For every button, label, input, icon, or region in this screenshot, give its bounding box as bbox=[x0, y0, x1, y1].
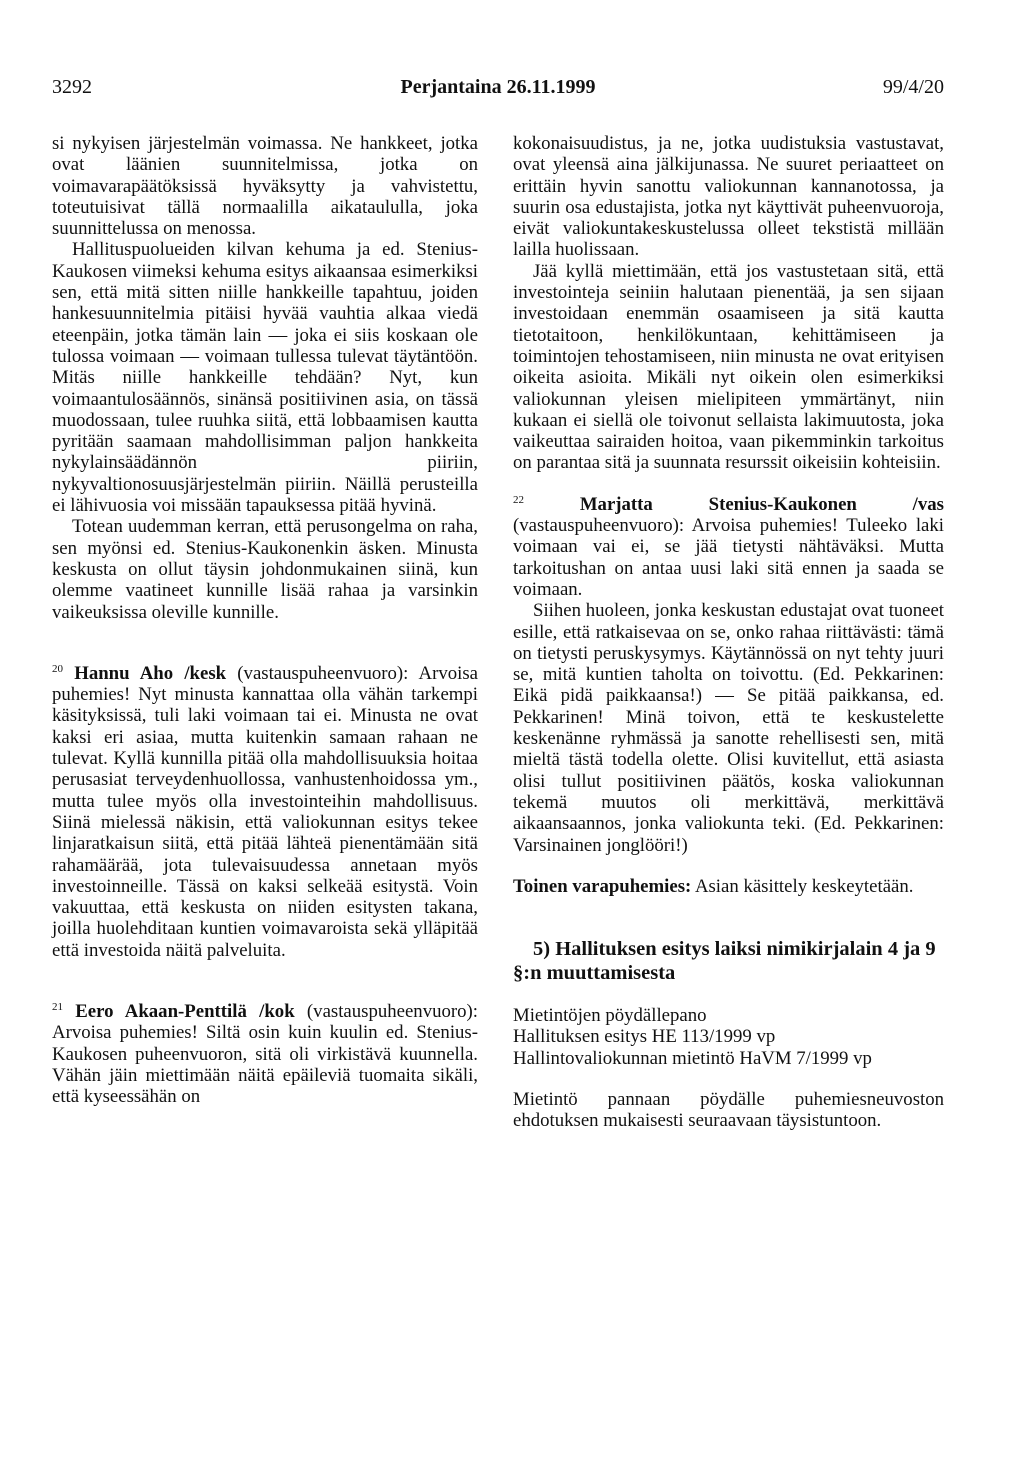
page-header bbox=[52, 74, 944, 100]
speech-text: (vastauspuheenvuoro): Arvoisa puhemies! Siltä osin kuin kuulin ed. Stenius-Kaukosen puheenvuoron, sitä oli virkistävä kuunnella. Vähän jäin miettimään näitä epäileviä tuomaita sikäli, että kyseessähän on bbox=[52, 1000, 478, 1108]
right-column bbox=[513, 133, 944, 1132]
speech-number: 22 bbox=[513, 493, 524, 506]
paragraph: Mietintö pannaan pöydälle puhemiesneuvoston ehdotuksen mukaisesti seuraavaan täysistuntoon. bbox=[513, 1088, 944, 1132]
speech-20 bbox=[52, 663, 478, 961]
paragraph: Siihen huoleen, jonka keskustan edustajat ovat tuoneet esille, että ratkaisevaa on se, onko rahaa riittävästi: tämä on tietysti peruskysymys. Käytännössä on nyt tehty juuri se, mitä kuntien taholta on toivottu. (Ed. Pekkarinen: Eikä pidä paikkaansa!) — Se pitää paikkansa, ed. Pekkarinen! Minä toivon, että te keskustelette keskenänne ryhmässä ja sanotte rehellisesti sen, mitä mieltä tästä todella olette. Olisi kuvitellut, että asiasta olisi tullut positiivinen päätös, koska valiokunnan tekemä muutos oli merkittävä, merkittävä aikaansaannos, jonka valiokunta teki. (Ed. Pekkarinen: Varsinainen jonglööri!) bbox=[513, 600, 944, 856]
speech-number: 20 bbox=[52, 662, 63, 675]
paragraph: Hallituspuolueiden kilvan kehuma ja ed. Stenius-Kaukosen viimeksi kehuma esitys aikaansaa esimerkiksi sen, että mitä sitten niille hankkeille tapahtuu, joiden hankesuunnitelmia pitäisi hyvää vauhtia alkaa viedä eteenpäin, jotka tämän lain — joka ei siis koskaan ole tulossa voimaan — voimaan tullessa tulevat täytäntöön. Mitäs niille hankkeille tehdään? Nyt, kun voimaantulosäännös, sinänsä positiivinen asia, on tässä muodossaan, tulee ruuhka siitä, että lobbaamisen kautta pyritään saamaan mahdollisimman paljon hankkeita nykylainsäädännön piiriin, nykyvaltionosuusjärjestelmän piiriin. Näillä perusteilla ei lähivuosia voi missään tapauksessa pitää hyvinä. bbox=[52, 239, 478, 517]
document-line: Mietintöjen pöydällepano bbox=[513, 1005, 707, 1027]
document-line: Hallituksen esitys HE 113/1999 vp bbox=[513, 1026, 776, 1048]
session-reference: 99/4/20 bbox=[882, 76, 944, 98]
speech-21 bbox=[52, 1001, 478, 1107]
section-heading: 5) Hallituksen esitys laiksi nimikirjalain 4 ja 9 §:n muuttamisesta bbox=[513, 938, 936, 985]
document-line: Hallintovaliokunnan mietintö HaVM 7/1999 vp bbox=[513, 1047, 872, 1069]
paragraph: Totean uudemman kerran, että perusongelma on raha, sen myönsi ed. Stenius-Kaukonenkin äsken. Minusta keskusta on ollut täysin johdonmukainen siinä, kun olemme vaatineet kunnille lisää rahaa ja varsinkin vaikeuksissa oleville kunnille. bbox=[52, 516, 478, 623]
paragraph: kokonaisuudistus, ja ne, jotka uudistuksia vastustavat, ovat yleensä aina jälkijunassa. Ne suuret periaatteet on erittäin hyvin sanottu valiokunnan kannanotossa, ja suurin osa edustajista, jotka nyt käyttivät puheenvuoroja, eivät valiokuntakeskustelussa olleet tekstistä millään lailla huolissaan. bbox=[513, 133, 944, 261]
speech-text: (vastauspuheenvuoro): Arvoisa puhemies! Nyt minusta kannattaa olla vähän tarkempi käsityksissä, tuli laki voimaan tai ei. Minusta ne ovat kaksi eri asiaa, mutta kuitenkin samaan rahaan ne tulevat. Kyllä kunnilla pitää olla mahdollisuuksia hoitaa perusasiat terveydenhuollossa, vanhustenhoidossa ym., mutta tulee myös olla investointeihin mahdollisuus. Siinä mielessä näkisin, että valiokunnan esitys tekee linjaratkaisun siitä, että pitää lähteä pienentämään sitä rahamäärää, jota tulevaisuudessa annetaan myös investoinneille. Tässä on kaksi selkeää esitystä. Voin vakuuttaa, että keskusta on niiden esitysten takana, joilla huolehditaan kuntien voimavaroista sekä ylläpitää että investoida näitä palveluita. bbox=[52, 662, 479, 961]
speaker-name: Marjatta Stenius-Kaukonen /vas bbox=[579, 493, 944, 515]
page-number: 3292 bbox=[52, 76, 92, 98]
chair-text: Asian käsittely keskeytetään. bbox=[691, 875, 914, 897]
speaker-name: Eero Akaan-Penttilä /kok bbox=[75, 1000, 295, 1022]
chair-statement bbox=[513, 876, 944, 897]
session-date: Perjantaina 26.11.1999 bbox=[400, 76, 596, 98]
speech-22 bbox=[513, 494, 944, 600]
chair-label: Toinen varapuhemies: bbox=[513, 875, 692, 897]
paragraph: si nykyisen järjestelmän voimassa. Ne hankkeet, jotka ovat läänien suunnitelmissa, jotka on voimavarapäätöksissä hyväksytty ja vahvistettu, toteutuisivat tällä normaalilla aikataululla, joka suunnittelussa on menossa. bbox=[52, 133, 478, 240]
speech-text: (vastauspuheenvuoro): Arvoisa puhemies! Tuleeko laki voimaan vai ei, se jää tietysti nähtäväksi. Mutta tarkoitushan on antaa uusi laki sitä ennen ja saada se voimaan. bbox=[513, 515, 944, 600]
speaker-name: Hannu Aho /kesk bbox=[74, 662, 227, 684]
left-column bbox=[52, 133, 478, 1107]
speech-number: 21 bbox=[52, 1000, 63, 1013]
paragraph: Jää kyllä miettimään, että jos vastustetaan sitä, että investointeja seiniin halutaan pienentää, ja sen sijaan investoidaan enemmän osaamiseen ja sitä kautta tietotaitoon, henkilökuntaan, kehittämiseen ja toimintojen tehostamiseen, niin minusta ne ovat erityisen oikeita asioita. Mikäli nyt oikein olen esimerkiksi valiokunnan yleisen mielipiteen ymmärtänyt, niin kukaan ei siellä ole toivonut sellaista lakimuutosta, joka vaikeuttaa sairaiden hoitoa, vaan pikemminkin tarkoitus on parantaa sitä ja suunnata resurssit oikeisiin kohteisiin. bbox=[513, 260, 944, 474]
